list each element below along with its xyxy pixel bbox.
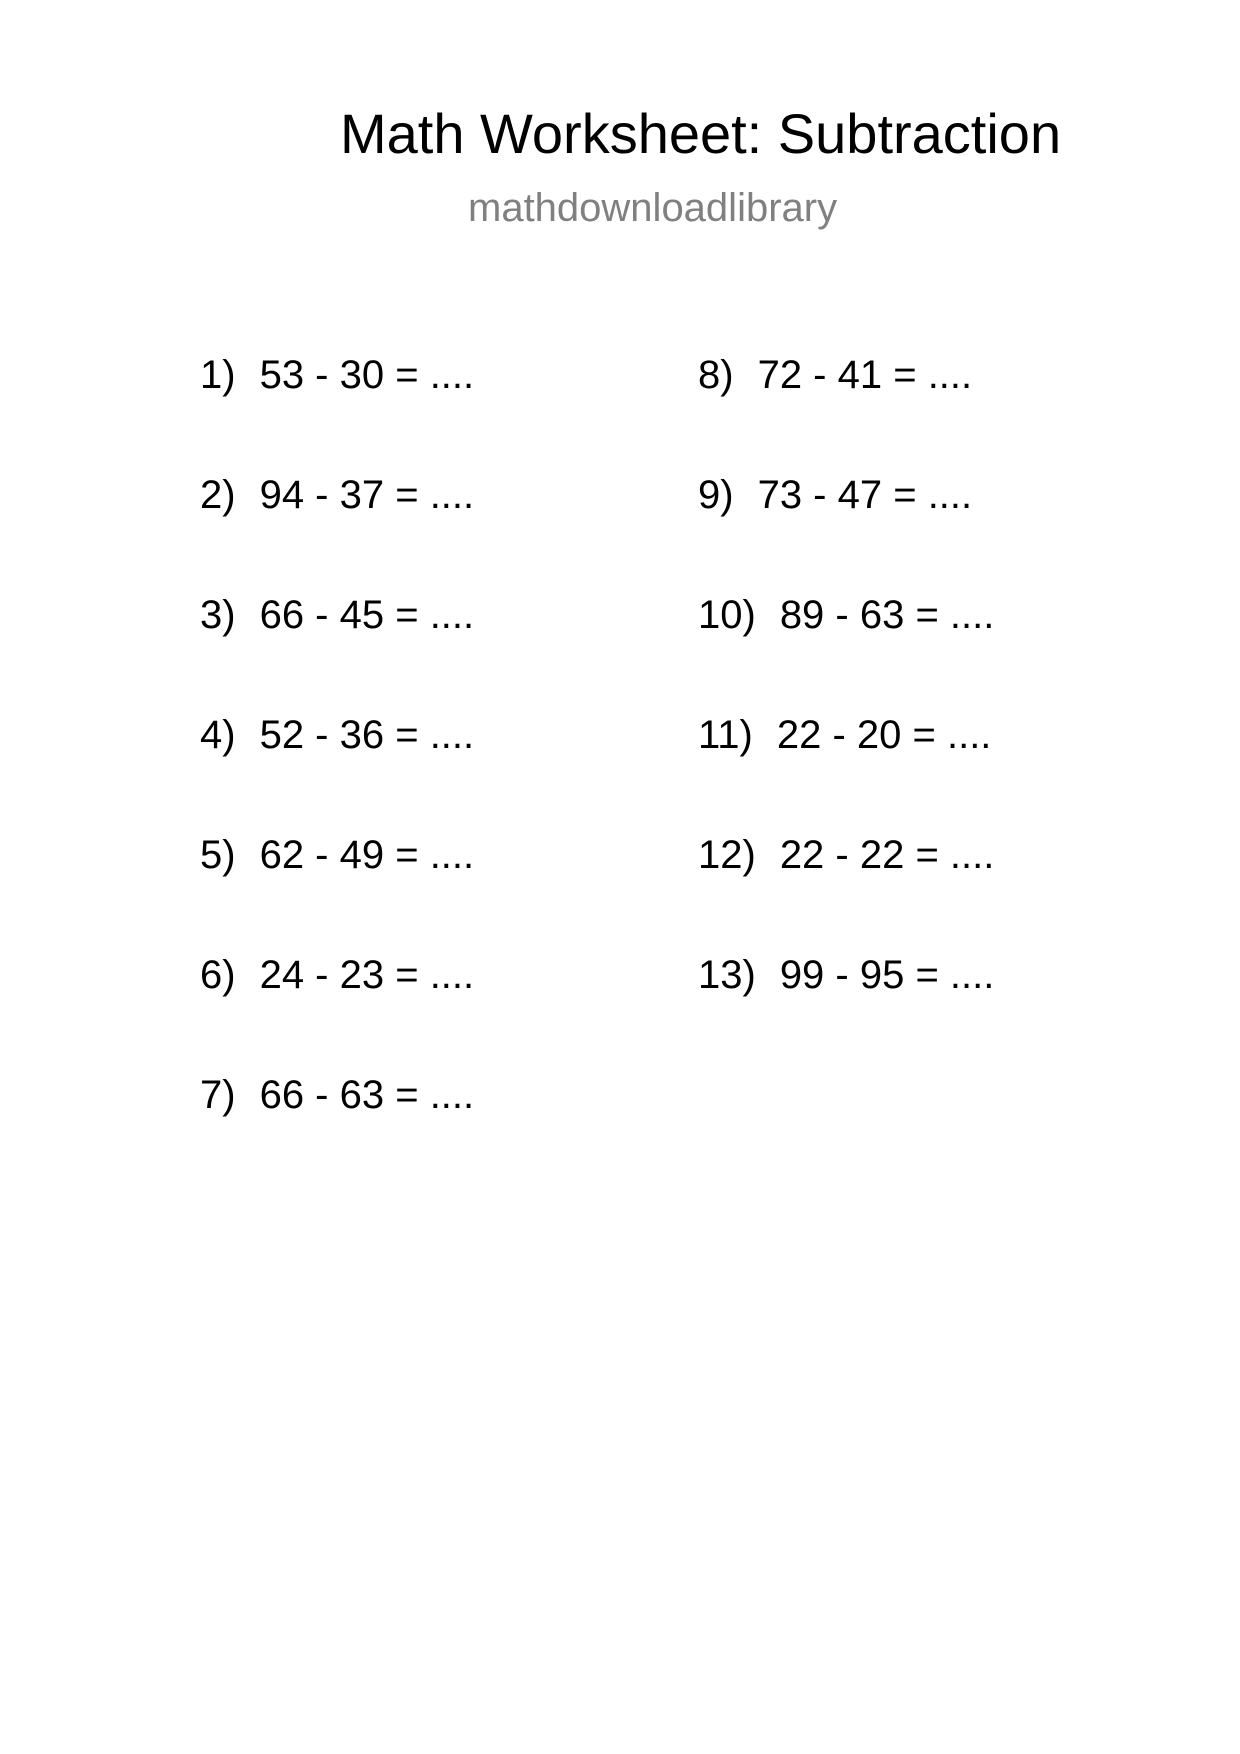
problem-expression: 73 - 47 = .... [757,473,973,517]
problem-expression: 89 - 63 = .... [779,593,995,637]
problem-number: 11) [698,713,753,757]
problem-expression: 52 - 36 = .... [259,713,475,757]
problem-number: 1) [200,353,236,397]
problem-3 [200,592,640,712]
problem-13 [698,952,1138,1072]
problem-8 [698,352,1138,472]
problem-number: 6) [200,953,236,997]
problem-expression: 94 - 37 = .... [259,473,475,517]
problem-1 [200,352,640,472]
problem-expression: 22 - 20 = .... [776,713,992,757]
problem-expression: 66 - 63 = .... [259,1073,475,1117]
problem-number: 12) [698,833,756,877]
problem-expression: 72 - 41 = .... [757,353,973,397]
problem-number: 8) [698,353,734,397]
problem-10 [698,592,1138,712]
problem-7 [200,1072,640,1192]
problem-number: 5) [200,833,236,877]
page-subtitle: mathdownloadlibrary [468,186,838,230]
problem-12 [698,832,1138,952]
page-title: Math Worksheet: Subtraction [340,102,1062,165]
problem-number: 13) [698,953,756,997]
problem-expression: 62 - 49 = .... [259,833,475,877]
problem-expression: 66 - 45 = .... [259,593,475,637]
problem-number: 2) [200,473,236,517]
problem-expression: 22 - 22 = .... [779,833,995,877]
problem-9 [698,472,1138,592]
problems-right-column [698,352,1138,1072]
problems-left-column [200,352,640,1192]
problem-2 [200,472,640,592]
problem-number: 9) [698,473,734,517]
problem-number: 10) [698,593,756,637]
problem-4 [200,712,640,832]
problem-expression: 99 - 95 = .... [779,953,995,997]
problem-6 [200,952,640,1072]
problem-5 [200,832,640,952]
problem-expression: 53 - 30 = .... [259,353,475,397]
problem-number: 3) [200,593,236,637]
problem-expression: 24 - 23 = .... [259,953,475,997]
problem-11 [698,712,1138,832]
problem-number: 4) [200,713,236,757]
problem-number: 7) [200,1073,236,1117]
